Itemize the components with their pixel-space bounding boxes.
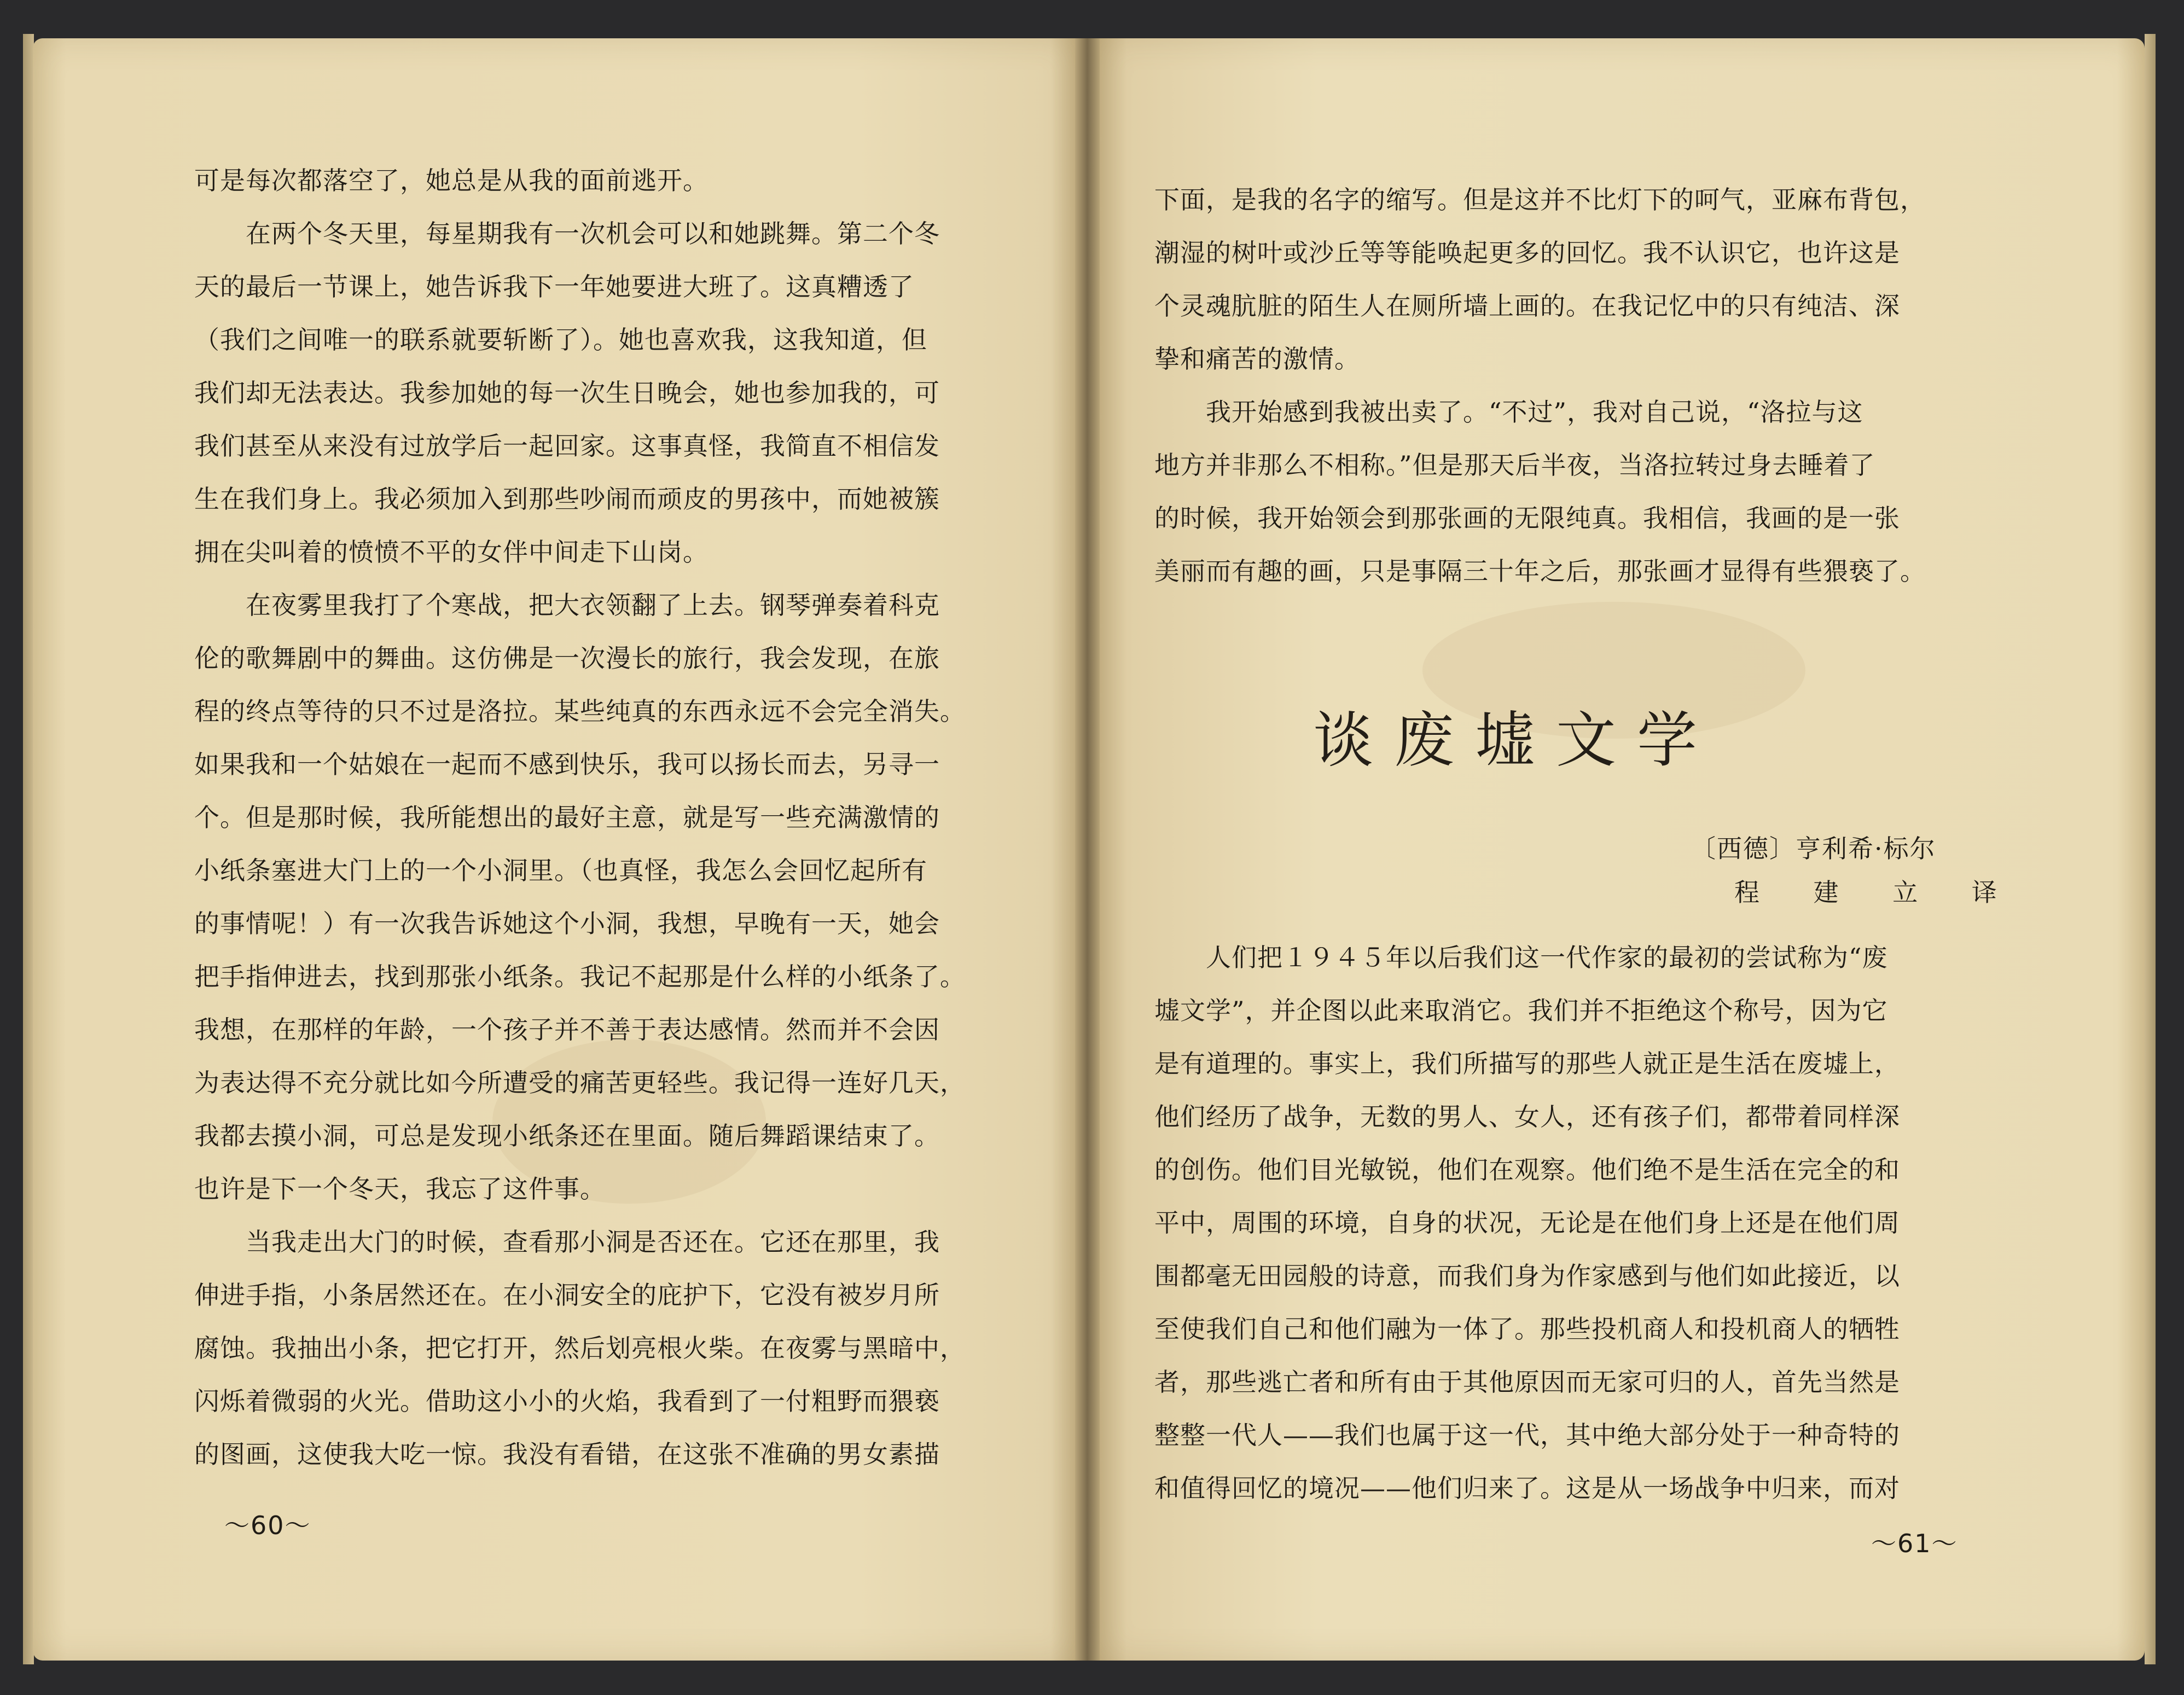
text-line: 把手指伸进去，找到那张小纸条。我记不起那是什么样的小纸条了。: [194, 962, 966, 991]
text-line: 可是每次都落空了，她总是从我的面前逃开。: [194, 166, 708, 195]
text-line: 下面，是我的名字的缩写。但是这并不比灯下的呵气，亚麻布背包，: [1154, 185, 1926, 214]
text-line: 的时候，我开始领会到那张画的无限纯真。我相信，我画的是一张: [1154, 503, 1900, 533]
text-line: 的创伤。他们目光敏锐，他们在观察。他们绝不是生活在完全的和: [1154, 1155, 1900, 1185]
text-line: 拥在尖叫着的愤愤不平的女伴中间走下山岗。: [194, 537, 708, 567]
text-line: 围都毫无田园般的诗意，而我们身为作家感到与他们如此接近，以: [1154, 1261, 1900, 1291]
text-line: 腐蚀。我抽出小条，把它打开，然后划亮根火柴。在夜雾与黑暗中，: [194, 1333, 966, 1363]
text-line: 小纸条塞进大门上的一个小洞里。（也真怪，我怎么会回忆起所有: [194, 856, 927, 885]
text-line: 我都去摸小洞，可总是发现小纸条还在里面。随后舞蹈课结束了。: [194, 1121, 940, 1151]
text-line: 墟文学”，并企图以此来取消它。我们并不拒绝这个称号，因为它: [1154, 996, 1888, 1025]
page-number-left: ～60～: [224, 1511, 311, 1540]
text-line: 至使我们自己和他们融为一体了。那些投机商人和投机商人的牺牲: [1154, 1314, 1900, 1344]
article-title: 谈废墟文学: [1313, 705, 1718, 775]
text-line: （我们之间唯一的联系就要斩断了）。她也喜欢我，这我知道，但: [194, 325, 927, 355]
text-line: 他们经历了战争，无数的男人、女人，还有孩子们，都带着同样深: [1154, 1102, 1900, 1131]
text-line: 潮湿的树叶或沙丘等等能唤起更多的回忆。我不认识它，也许这是: [1154, 238, 1900, 268]
text-line: 在两个冬天里，每星期我有一次机会可以和她跳舞。第二个冬: [194, 219, 940, 248]
text-line: 我想，在那样的年龄，一个孩子并不善于表达感情。然而并不会因: [194, 1015, 940, 1044]
text-line: 地方并非那么不相称。”但是那天后半夜，当洛拉转过身去睡着了: [1154, 450, 1875, 480]
text-line: 伦的歌舞剧中的舞曲。这仿佛是一次漫长的旅行，我会发现，在旅: [194, 643, 940, 673]
text-line: 个灵魂肮脏的陌生人在厕所墙上画的。在我记忆中的只有纯洁、深: [1154, 291, 1900, 321]
text-line: 的事情呢！）有一次我告诉她这个小洞，我想，早晚有一天，她会: [194, 909, 940, 938]
text-line: 如果我和一个姑娘在一起而不感到快乐，我可以扬长而去，另寻一: [194, 750, 940, 779]
text-line: 在夜雾里我打了个寒战，把大衣领翻了上去。钢琴弹奏着科克: [194, 590, 940, 620]
text-line: 人们把１９４５年以后我们这一代作家的最初的尝试称为“废: [1154, 943, 1888, 972]
text-line: 整整一代人——我们也属于这一代，其中绝大部分处于一种奇特的: [1154, 1420, 1900, 1450]
page-edge-left: [23, 34, 34, 1664]
text-line: 程的终点等待的只不过是洛拉。某些纯真的东西永远不会完全消失。: [194, 696, 966, 726]
article-translator: 程 建 立 译: [1734, 878, 2020, 907]
text-line: 我们却无法表达。我参加她的每一次生日晚会，她也参加我的，可: [194, 378, 940, 408]
text-line: 个。但是那时候，我所能想出的最好主意，就是写一些充满激情的: [194, 803, 940, 832]
text-line: 生在我们身上。我必须加入到那些吵闹而顽皮的男孩中，而她被簇: [194, 484, 940, 514]
text-line: 我们甚至从来没有过放学后一起回家。这事真怪，我简直不相信发: [194, 431, 940, 461]
book-gutter: [1075, 38, 1100, 1661]
text-line: 的图画，这使我大吃一惊。我没有看错，在这张不准确的男女素描: [194, 1439, 940, 1469]
text-line: 是有道理的。事实上，我们所描写的那些人就正是生活在废墟上，: [1154, 1049, 1900, 1078]
text-line: 天的最后一节课上，她告诉我下一年她要进大班了。这真糟透了: [194, 272, 914, 301]
page-edge-right: [2145, 34, 2156, 1664]
text-line: 者，那些逃亡者和所有由于其他原因而无家可归的人，首先当然是: [1154, 1367, 1900, 1397]
text-line: 平中，周围的环境，自身的状况，无论是在他们身上还是在他们周: [1154, 1208, 1900, 1238]
text-line: 和值得回忆的境况——他们归来了。这是从一场战争中归来，而对: [1154, 1473, 1900, 1503]
text-line: 也许是下一个冬天，我忘了这件事。: [194, 1174, 606, 1204]
article-author: 〔西德〕亨利希·标尔: [1691, 834, 1936, 863]
text-line: 我开始感到我被出卖了。“不过”，我对自己说，“洛拉与这: [1154, 397, 1863, 427]
text-line: 挚和痛苦的激情。: [1154, 344, 1360, 374]
text-line: 美丽而有趣的画，只是事隔三十年之后，那张画才显得有些猥亵了。: [1154, 556, 1926, 586]
page-number-right: ～61～: [1871, 1529, 1958, 1558]
text-line: 闪烁着微弱的火光。借助这小小的火焰，我看到了一付粗野而猥亵: [194, 1386, 940, 1416]
text-line: 伸进手指，小条居然还在。在小洞安全的庇护下，它没有被岁月所: [194, 1280, 940, 1310]
text-line: 为表达得不充分就比如今所遭受的痛苦更轻些。我记得一连好几天，: [194, 1068, 966, 1098]
text-line: 当我走出大门的时候，查看那小洞是否还在。它还在那里，我: [194, 1227, 940, 1257]
